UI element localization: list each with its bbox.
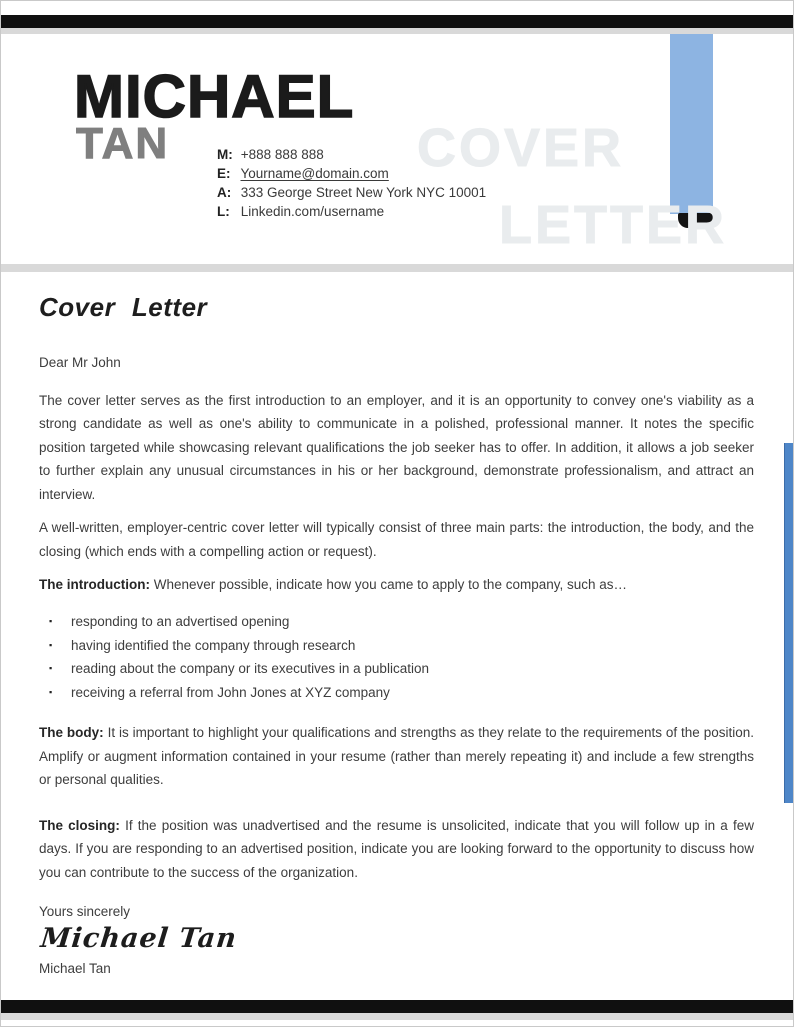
introduction-label: The introduction:	[39, 577, 150, 593]
mobile-label: M:	[217, 147, 233, 162]
list-item	[39, 634, 754, 658]
introduction-section	[39, 573, 754, 597]
first-name-heading: MICHAEL	[74, 63, 355, 130]
contact-linkedin-row	[217, 202, 486, 221]
list-item	[39, 610, 754, 634]
body-section	[39, 721, 754, 792]
scrollbar-thumb[interactable]	[784, 443, 794, 803]
bullet-text: reading about the company or its executives in a publication	[71, 661, 429, 677]
linkedin-label: L:	[217, 204, 230, 219]
list-item	[39, 681, 754, 705]
bullet-icon: ▪	[49, 663, 53, 674]
body-text: It is important to highlight your qualifications and strengths as they relate to the requirements of the position. Amplify or augment information contained in your resume (rather than merely repeating it) and include a few strengths or personal qualities.	[39, 725, 754, 788]
watermark-cover: COVER	[417, 118, 625, 178]
mobile-value: +888 888 888	[240, 147, 324, 162]
bullet-text: having identified the company through research	[71, 637, 356, 653]
address-label: A:	[217, 185, 232, 200]
typed-name: Michael Tan	[39, 960, 111, 976]
closing-label: The closing:	[39, 817, 120, 833]
contact-address-row	[217, 183, 486, 202]
bottom-black-band	[1, 1000, 793, 1013]
bullet-icon: ▪	[49, 639, 53, 650]
introduction-text: Whenever possible, indicate how you came to apply to the company, such as…	[153, 577, 628, 593]
bullet-icon: ▪	[49, 616, 53, 627]
bullet-text: receiving a referral from John Jones at XYZ company	[71, 684, 390, 700]
last-name-heading: TAN	[76, 119, 170, 168]
email-label: E:	[217, 166, 231, 181]
blue-accent-bar	[670, 34, 713, 214]
bullet-icon: ▪	[49, 686, 53, 697]
bullet-text: responding to an advertised opening	[71, 614, 290, 630]
list-item	[39, 657, 754, 681]
bottom-gray-strip	[1, 1013, 793, 1020]
header-divider	[1, 264, 793, 272]
closing-text: If the position was unadvertised and the resume is unsolicited, indicate that you will follow up in a few days. If you are responding to an advertised position, indicate you are looking forward to the opportunity to discuss how you can contribute to the success of the organization.	[39, 817, 754, 880]
paragraph-intro-1: The cover letter serves as the first introduction to an employer, and it is an opportunity to convey one's viability as a strong candidate as well as one's ability to communicate in a polished, professional manner. It notes the specific position targeted while showcasing relevant qualifications the job seeker has to offer. In addition, it allows a job seeker to further explain any unusual circumstances in his or her background, demonstrate professionalism, and attract an interview.	[39, 392, 754, 502]
salutation: Dear Mr John	[39, 354, 121, 370]
bullet-list	[39, 610, 754, 704]
email-link[interactable]: Yourname@domain.com	[240, 166, 389, 181]
top-black-band	[1, 15, 793, 28]
closing-section	[39, 814, 754, 885]
paragraph-intro-2: A well-written, employer-centric cover letter will typically consist of three main parts: the introduction, the body, and the closing (which ends with a compelling action or request).	[39, 520, 754, 559]
valediction: Yours sincerely	[39, 904, 131, 920]
signature-script: Michael Tan	[39, 923, 239, 955]
linkedin-value: Linkedin.com/username	[240, 204, 385, 219]
watermark-letter: LETTER	[499, 195, 727, 255]
letter-title: Cover Letter	[39, 292, 208, 322]
letter-content	[39, 272, 754, 978]
address-value: 333 George Street New York NYC 10001	[240, 185, 487, 200]
body-label: The body:	[39, 725, 104, 741]
